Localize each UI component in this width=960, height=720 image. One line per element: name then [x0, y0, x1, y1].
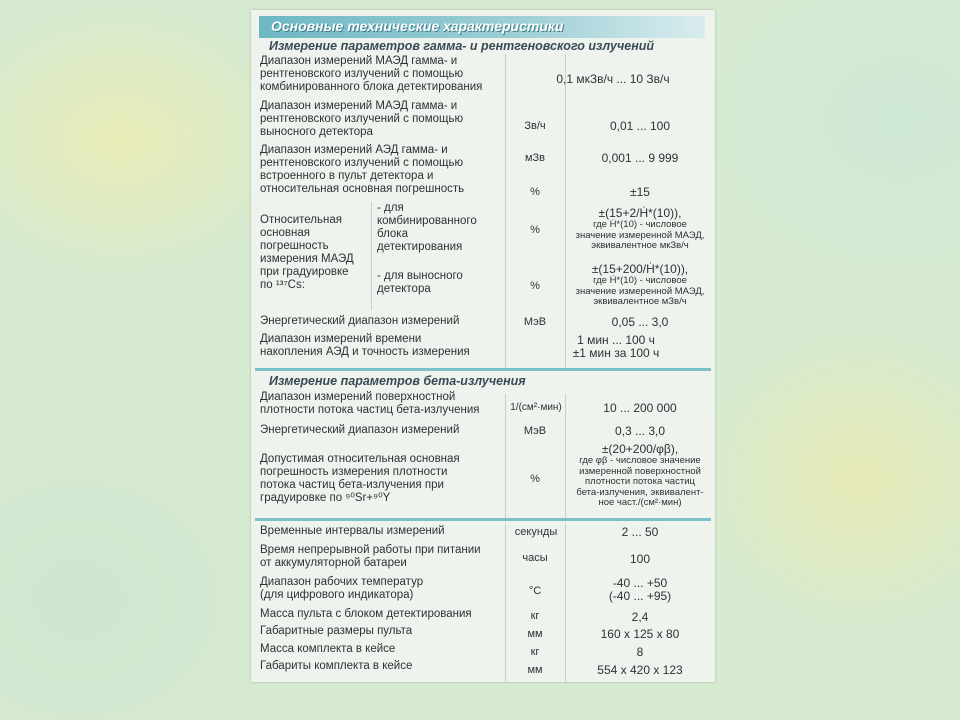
spec-unit: МэВ [523, 316, 547, 328]
spec-value: ±15 [630, 185, 650, 199]
page-title: Основные технические характеристики [271, 18, 564, 34]
spec-label: Диапазон измерений АЭД гамма- и рентгеновского излучений с помощью встроенного в пульт детектора и относительная основная погрешность [260, 144, 465, 195]
spec-value: 554 х 420 х 123 [597, 663, 683, 677]
spec-value: -40 ... +50 (-40 ... +95) [608, 576, 672, 603]
spec-value: 0,1 мкЗв/ч ... 10 Зв/ч [556, 72, 670, 86]
spec-sheet [251, 10, 715, 682]
spec-value: ±(20+200/φβ), где φβ - числовое значение измеренной поверхностной плотности потока частиц бета-излучения, эквивалент- ное част./(см²·мин) [576, 442, 704, 508]
spec-label: Относительная основная погрешность измерения МАЭД при градуировке по ¹³⁷Cs: [260, 214, 354, 291]
spec-label: Диапазон измерений МАЭД гамма- и рентгеновского излучений с помощью выносного детектора [260, 100, 464, 138]
spec-value: 0,001 ... 9 999 [601, 151, 679, 165]
spec-value: 2,4 [631, 610, 649, 624]
spec-unit: Зв/ч [524, 120, 546, 132]
spec-value: 8 [636, 645, 644, 659]
spec-label: Масса пульта с блоком детектирования [260, 608, 472, 620]
spec-value: 0,01 ... 100 [609, 119, 671, 133]
spec-unit: % [530, 280, 540, 292]
spec-unit: °С [528, 585, 542, 597]
section-divider [255, 518, 711, 521]
spec-label: Диапазон измерений поверхностной плотности потока частиц бета-излучения [260, 391, 480, 416]
spec-unit: кг [530, 646, 540, 658]
spec-value: 1 мин ... 100 ч ±1 мин за 100 ч [572, 333, 660, 360]
spec-sublabel: - для комбинированного блока детектирования [377, 202, 477, 253]
spec-sublabel: - для выносного детектора [377, 270, 463, 295]
spec-value: 160 х 125 х 80 [600, 627, 680, 641]
spec-label: Диапазон измерений МАЭД гамма- и рентгеновского излучений с помощью комбинированного блока детектирования [260, 55, 483, 93]
column-divider [505, 524, 506, 682]
spec-value: ±(15+200/Ḣ*(10)), где Ḣ*(10) - числовое значение измеренной МАЭД, эквивалентное мЗв/ч [575, 262, 705, 307]
section-title-beta: Измерение параметров бета-излучения [269, 374, 526, 388]
column-divider [505, 394, 506, 522]
spec-unit: часы [522, 552, 548, 564]
spec-label: Диапазон рабочих температур (для цифрового индикатора) [260, 576, 424, 601]
spec-label: Масса комплекта в кейсе [260, 643, 396, 655]
spec-value: 100 [629, 552, 651, 566]
spec-unit: секунды [514, 526, 558, 538]
spec-label: Энергетический диапазон измерений [260, 315, 460, 327]
spec-unit: % [530, 224, 540, 236]
spec-unit: % [530, 473, 540, 485]
spec-label: Временные интервалы измерений [260, 525, 445, 537]
spec-unit: мм [527, 628, 543, 640]
spec-label: Диапазон измерений времени накопления АЭД и точность измерения [260, 333, 470, 358]
spec-value: 0,3 ... 3,0 [614, 424, 666, 438]
spec-label: Допустимая относительная основная погрешность измерения плотности потока частиц бета-излучения при градуировке по ⁹⁰Sr+⁹⁰Y [260, 453, 460, 504]
spec-unit: % [530, 186, 540, 198]
column-divider [371, 202, 372, 310]
spec-unit: мм [527, 664, 543, 676]
spec-label: Габаритные размеры пульта [260, 625, 413, 637]
spec-unit: мЗв [524, 152, 546, 164]
spec-label: Время непрерывной работы при питании от аккумуляторной батареи [260, 544, 481, 569]
spec-value: 0,05 ... 3,0 [611, 315, 669, 329]
column-divider [505, 54, 506, 370]
spec-unit: кг [530, 610, 540, 622]
spec-unit: 1/(см²·мин) [510, 402, 562, 413]
spec-value: ±(15+2/Ḣ*(10)), где Ḣ*(10) - числовое значение измеренной МАЭД, эквивалентное мкЗв/ч [575, 206, 705, 251]
spec-unit: МэВ [523, 425, 547, 437]
section-divider [255, 368, 711, 371]
spec-value: 2 ... 50 [621, 525, 659, 539]
section-title-gamma: Измерение параметров гамма- и рентгеновского излучений [269, 39, 655, 53]
spec-label: Габариты комплекта в кейсе [260, 660, 413, 672]
spec-value: 10 ... 200 000 [603, 401, 677, 415]
spec-label: Энергетический диапазон измерений [260, 424, 460, 436]
